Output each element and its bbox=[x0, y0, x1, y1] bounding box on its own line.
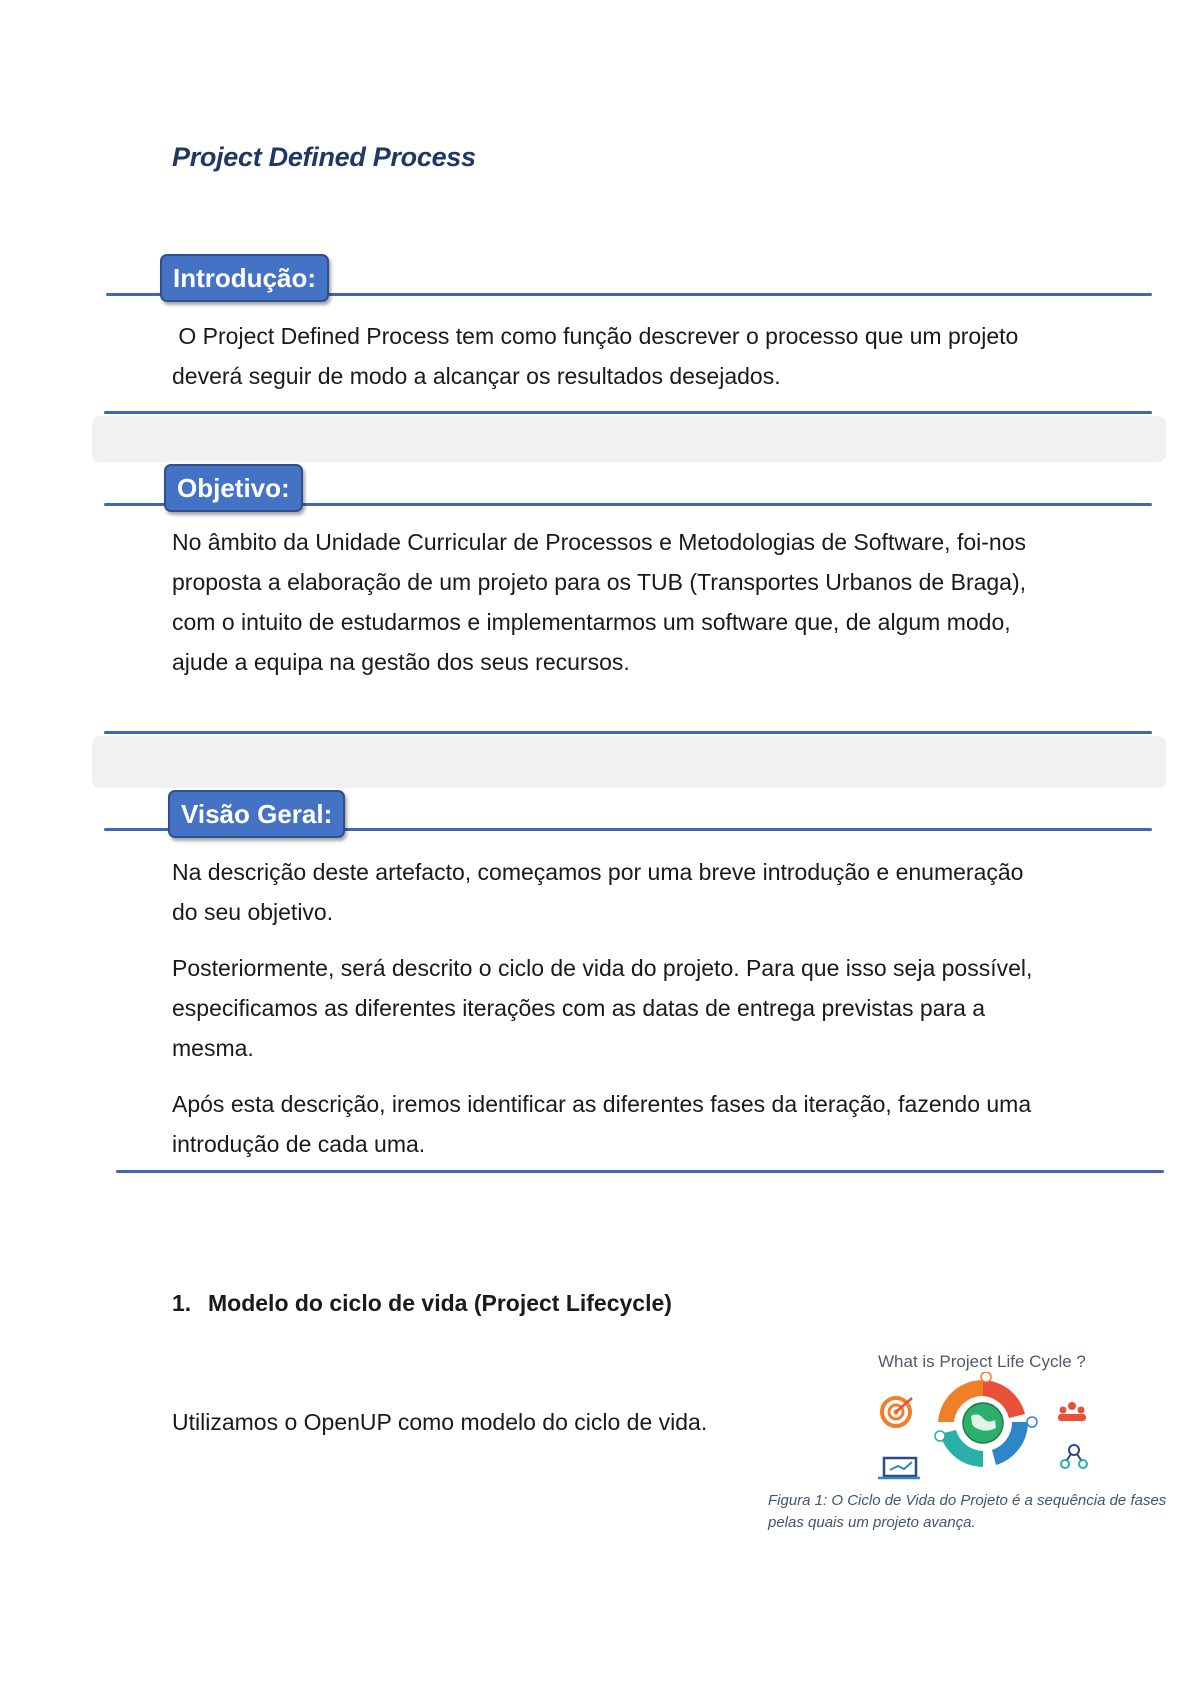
target-icon bbox=[882, 1398, 912, 1426]
section-divider bbox=[116, 1170, 1164, 1173]
section-body-objetivo bbox=[172, 522, 1052, 682]
figure-image-title: What is Project Life Cycle ? bbox=[878, 1352, 1086, 1371]
section-spacer bbox=[92, 736, 1166, 788]
network-icon bbox=[1061, 1445, 1087, 1468]
paragraph: No âmbito da Unidade Curricular de Processos e Metodologias de Software, foi-nos proposta a elaboração de um projeto para os TUB (Transportes Urbanos de Braga), com o intuito de estudarmos e implementarmos um software que, de algum modo, ajude a equipa na gestão dos seus recursos. bbox=[172, 529, 1027, 675]
paragraph: Posteriormente, será descrito o ciclo de vida do projeto. Para que isso seja possível, especificamos as diferentes iterações com as datas de entrega previstas para a mesma. bbox=[172, 955, 1033, 1061]
paragraph: O Project Defined Process tem como função descrever o processo que um projeto deverá seguir de modo a alcançar os resultados desejados. bbox=[172, 323, 1025, 389]
section-tag-visao-geral: Visão Geral: bbox=[168, 790, 345, 838]
section-divider bbox=[104, 411, 1152, 414]
document-title: Project Defined Process bbox=[172, 142, 476, 172]
section-tag-objetivo: Objetivo: bbox=[164, 464, 303, 512]
team-icon bbox=[1058, 1402, 1086, 1421]
figure-caption: Figura 1: O Ciclo de Vida do Projeto é a sequência de fases pelas quais um projeto avança. bbox=[768, 1492, 1167, 1531]
section-divider bbox=[104, 731, 1152, 734]
section-spacer bbox=[92, 416, 1166, 462]
paragraph: Na descrição deste artefacto, começamos por uma breve introdução e enumeração do seu objetivo. bbox=[172, 859, 1024, 925]
section-tag-introducao: Introdução: bbox=[160, 254, 329, 302]
presentation-icon bbox=[878, 1458, 920, 1478]
section-body-introducao bbox=[172, 316, 1052, 396]
globe-icon bbox=[963, 1403, 1003, 1443]
paragraph: Utilizamos o OpenUP como modelo do ciclo de vida. bbox=[172, 1409, 708, 1435]
section-body-visao-geral bbox=[172, 852, 1052, 1164]
lifecycle-figure-image bbox=[868, 1372, 1098, 1488]
section-heading-lifecycle bbox=[172, 1290, 672, 1317]
heading-text: Modelo do ciclo de vida (Project Lifecycle) bbox=[208, 1290, 672, 1316]
paragraph: Após esta descrição, iremos identificar as diferentes fases da iteração, fazendo uma introdução de cada uma. bbox=[172, 1091, 1032, 1157]
heading-number: 1. bbox=[172, 1290, 192, 1316]
